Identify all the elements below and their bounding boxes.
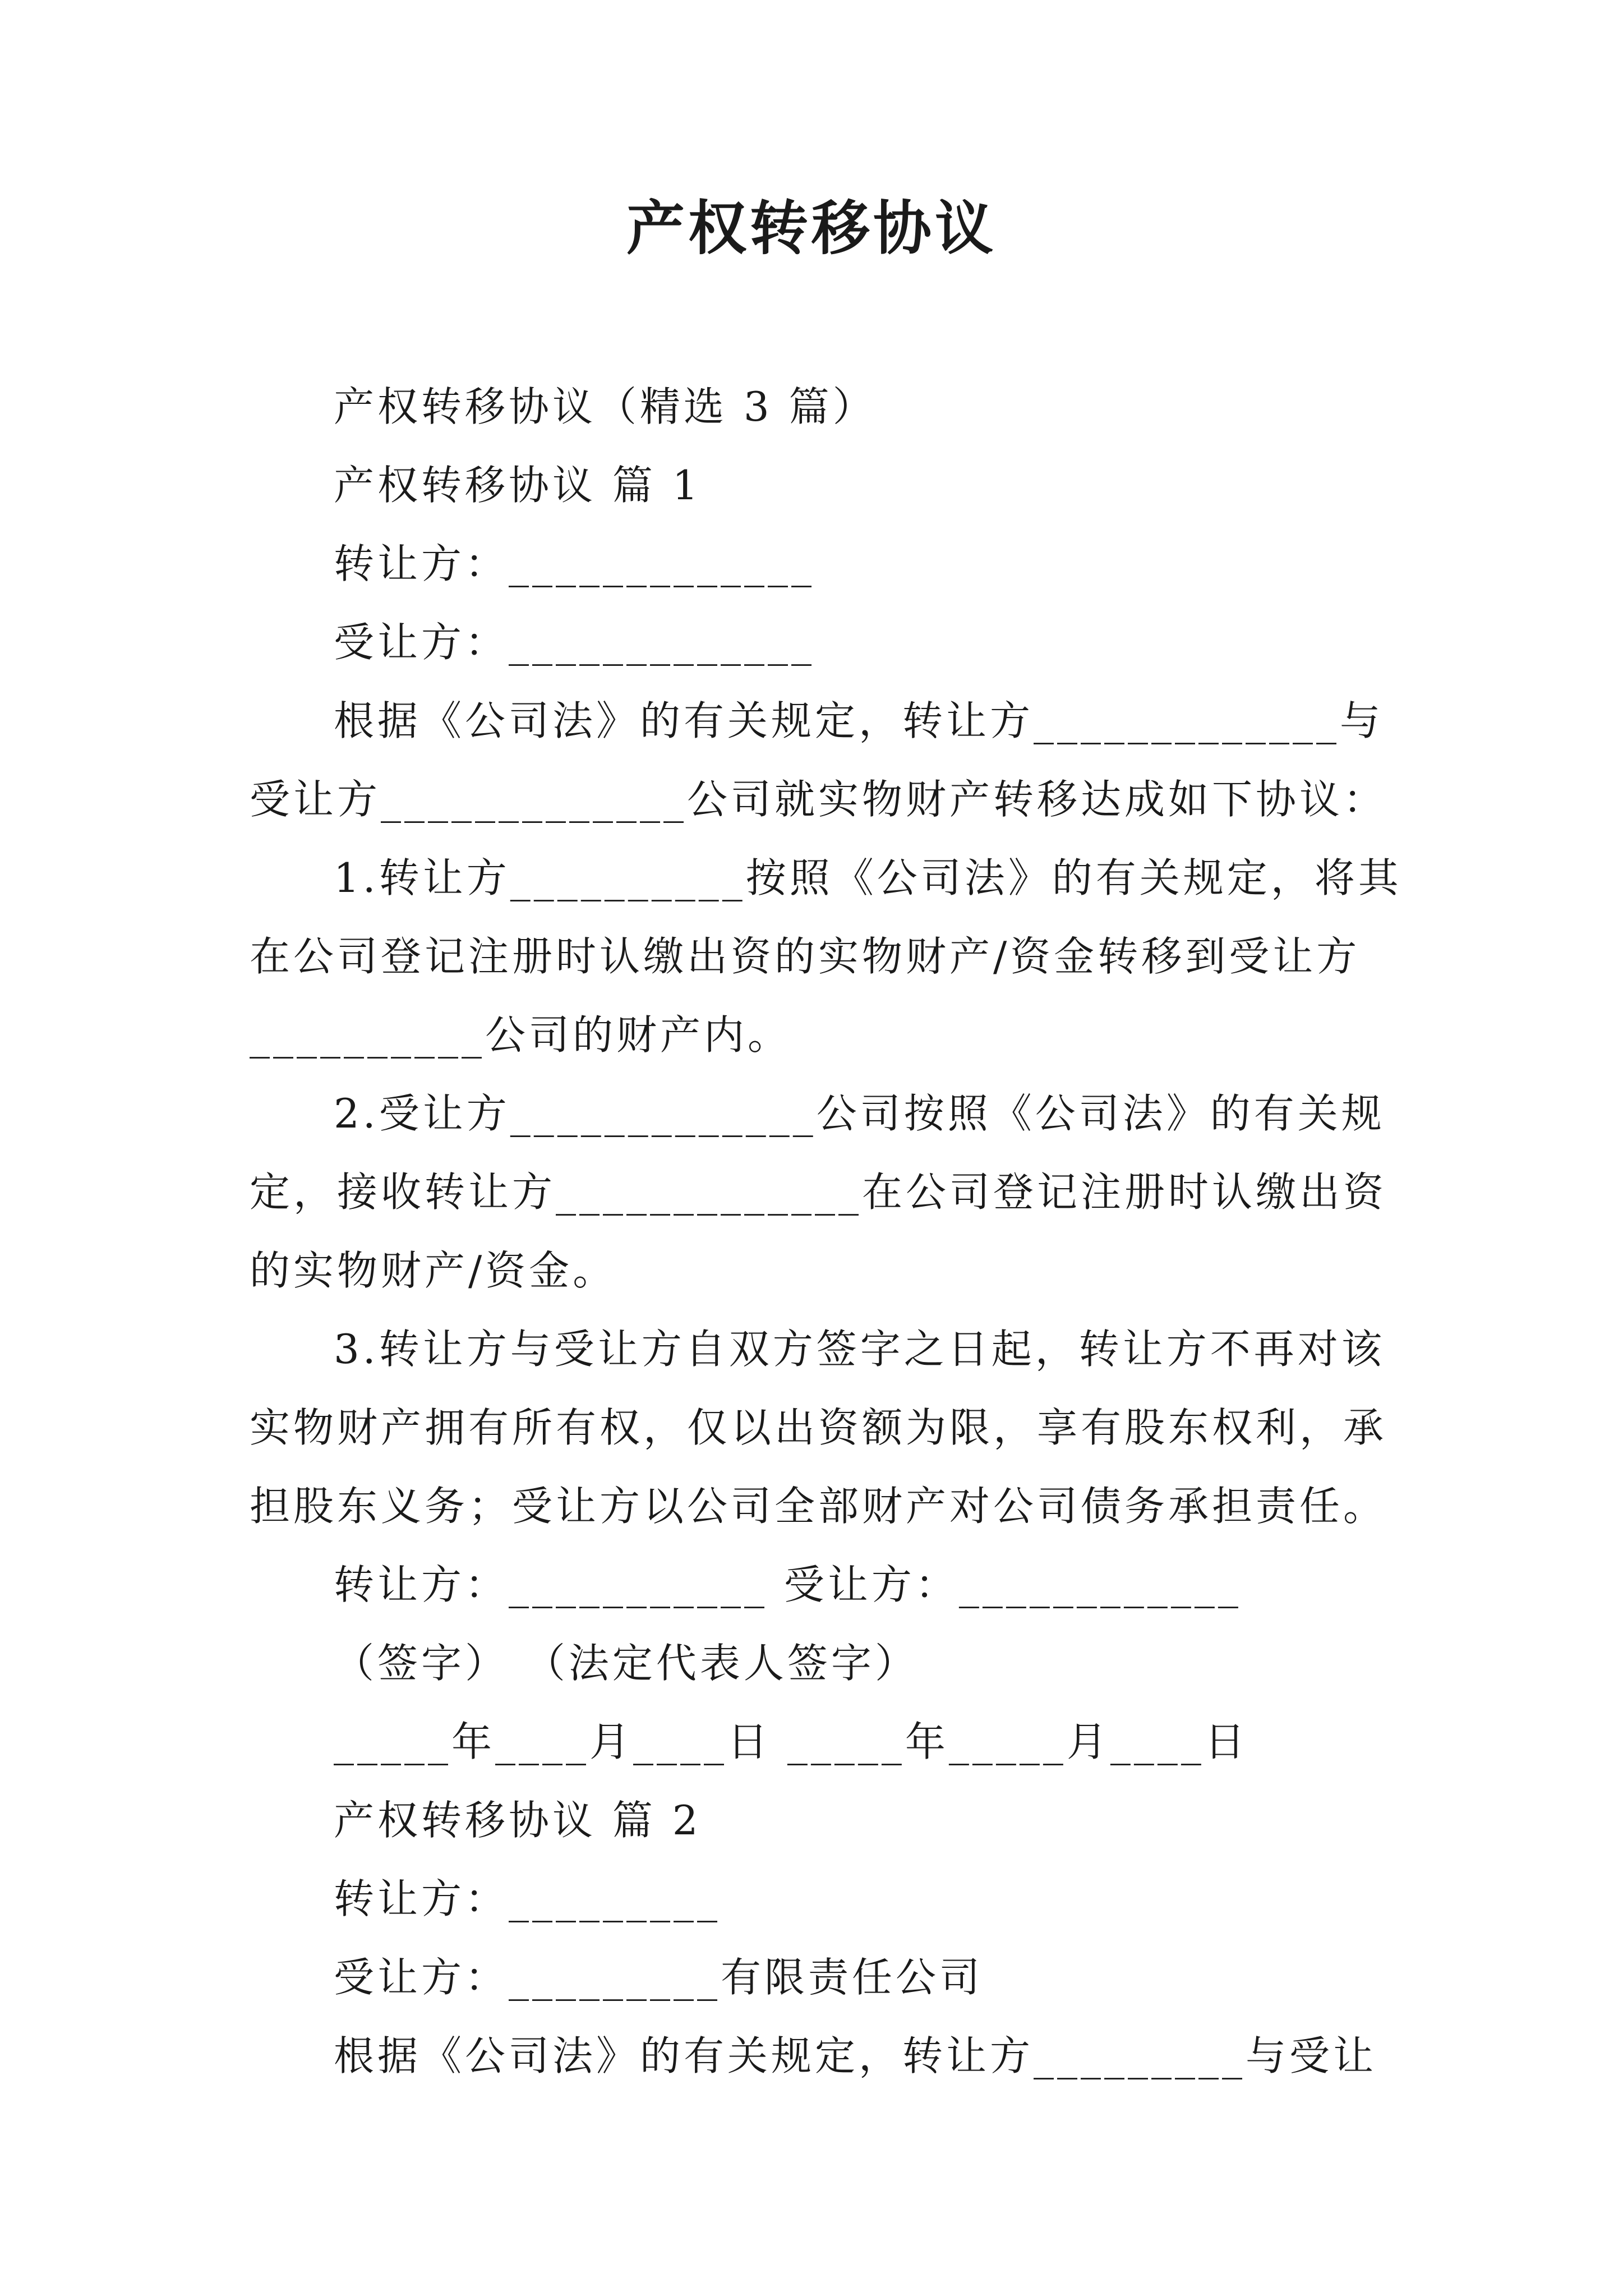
text-line: 产权转移协议 篇 1 xyxy=(334,462,702,509)
text-line: 的实物财产/资金。 xyxy=(250,1247,617,1294)
text-line: 担股东义务；受让方以公司全部财产对公司债务承担责任。 xyxy=(250,1483,1387,1530)
text-line: 转让方：___________ 受让方：____________ xyxy=(334,1561,1242,1608)
text-line: 受让方：_____________ xyxy=(334,619,815,666)
text-line: 2.受让方_____________公司按照《公司法》的有关规 xyxy=(334,1090,1385,1137)
document-title: 产权转移协议 xyxy=(626,194,997,263)
text-line: 在公司登记注册时认缴出资的实物财产/资金转移到受让方 xyxy=(250,933,1361,980)
text-line: 转让方：_________ xyxy=(334,1875,721,1922)
text-line: 根据《公司法》的有关规定，转让方_____________与 xyxy=(334,697,1384,744)
text-line: 受让方：_________有限责任公司 xyxy=(334,1954,984,2001)
text-line: 根据《公司法》的有关规定，转让方_________与受让 xyxy=(334,2032,1377,2079)
text-line: 定，接收转让方_____________在公司登记注册时认缴出资 xyxy=(250,1168,1387,1216)
text-line: _____年____月____日 _____年_____月____日 xyxy=(334,1718,1248,1765)
text-line: 3.转让方与受让方自双方签字之日起，转让方不再对该 xyxy=(334,1326,1385,1373)
text-line: 受让方_____________公司就实物财产转移达成如下协议： xyxy=(250,776,1387,823)
text-line: 产权转移协议 篇 2 xyxy=(334,1797,702,1844)
document-body xyxy=(250,367,1402,2095)
text-line: 产权转移协议（精选 3 篇） xyxy=(334,383,877,430)
text-line: 实物财产拥有所有权，仅以出资额为限，享有股东权利，承 xyxy=(250,1404,1387,1451)
text-line: 1.转让方__________按照《公司法》的有关规定，将其 xyxy=(334,854,1402,901)
text-line: __________公司的财产内。 xyxy=(250,1011,792,1059)
text-line: （签字） （法定代表人签字） xyxy=(334,1640,919,1687)
text-line: 转让方：_____________ xyxy=(334,540,815,587)
